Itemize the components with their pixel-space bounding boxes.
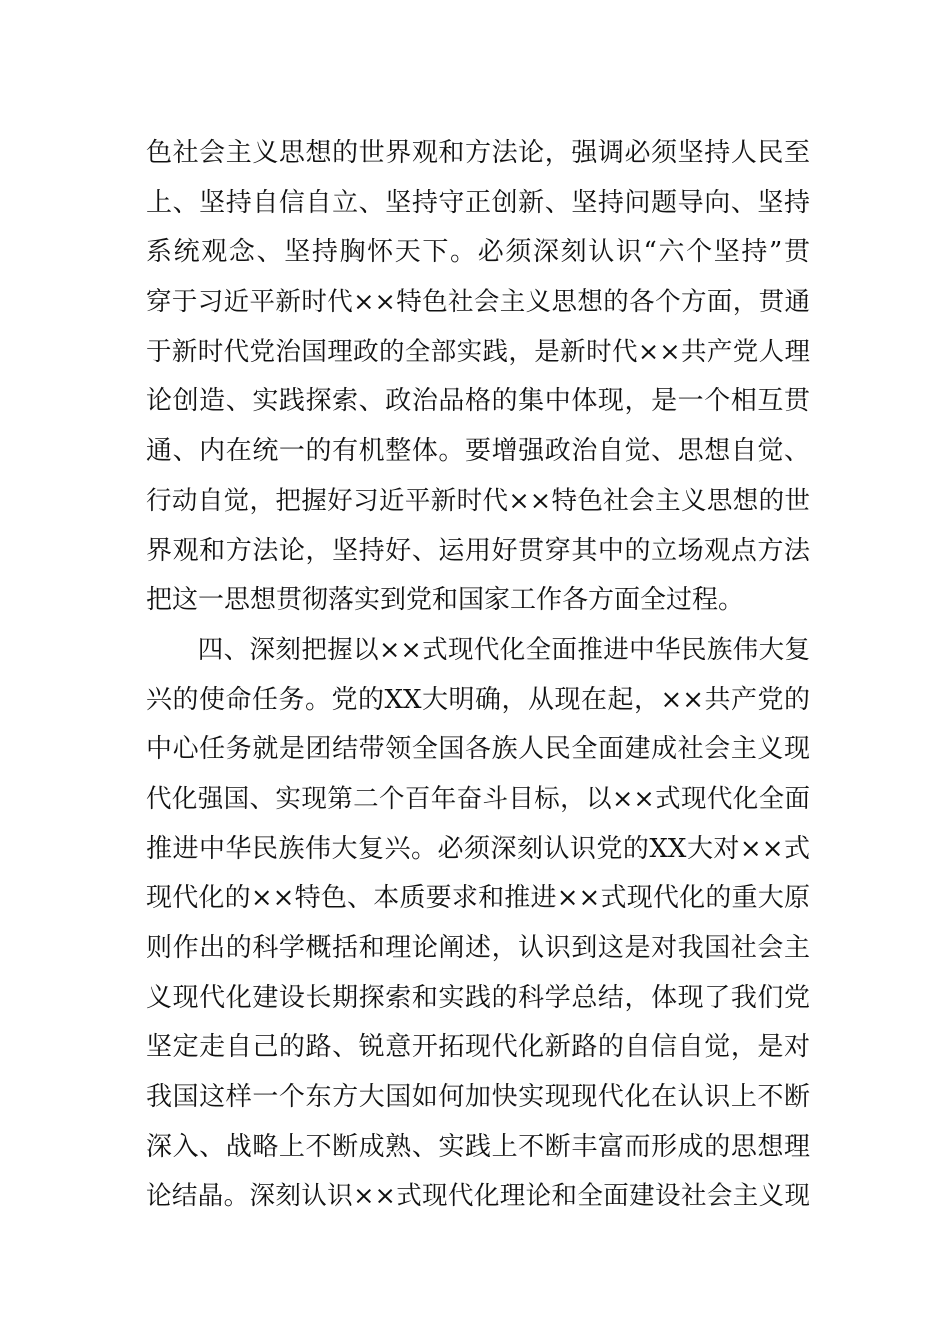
text-line: 系统观念、坚持胸怀天下。必须深刻认识“六个坚持”贯 [146,237,810,268]
text-line: 义现代化建设长期探索和实践的科学总结，体现了我们党 [146,982,810,1013]
text-line: 论创造、实践探索、政治品格的集中体现，是一个相互贯 [146,386,810,417]
text-line: 深入、战略上不断成熟、实践上不断丰富而形成的思想理 [146,1131,810,1162]
text-line: 中心任务就是团结带领全国各族人民全面建成社会主义现 [146,734,810,765]
text-line: 行动自觉，把握好习近平新时代××特色社会主义思想的世 [146,485,810,516]
text-line: 色社会主义思想的世界观和方法论，强调必须坚持人民至 [146,138,810,168]
text-line: 坚定走自己的路、锐意开拓现代化新路的自信自觉，是对 [146,1032,810,1063]
text-line: 通、内在统一的有机整体。要增强政治自觉、思想自觉、 [146,436,810,467]
paragraph-end-line: 把这一思想贯彻落实到党和国家工作各方面全过程。 [146,585,745,616]
text-line: 界观和方法论，坚持好、运用好贯穿其中的立场观点方法 [146,535,810,566]
text-line: 代化强国、实现第二个百年奋斗目标，以××式现代化全面 [146,783,810,814]
body-text [146,129,810,1222]
text-line: 推进中华民族伟大复兴。必须深刻认识党的XX大对××式 [146,833,810,864]
section-heading-line: 四、深刻把握以××式现代化全面推进中华民族伟大复 [146,634,810,665]
text-line: 上、坚持自信自立、坚持守正创新、坚持问题导向、坚持 [146,187,810,218]
text-line: 穿于习近平新时代××特色社会主义思想的各个方面，贯通 [146,287,810,318]
text-line: 兴的使命任务。党的XX大明确，从现在起，××共产党的 [146,684,810,715]
text-line: 现代化的××特色、本质要求和推进××式现代化的重大原 [146,883,810,914]
text-line: 我国这样一个东方大国如何加快实现现代化在认识上不断 [146,1082,810,1113]
text-line: 于新时代党治国理政的全部实践，是新时代××共产党人理 [146,336,810,367]
text-line: 则作出的科学概括和理论阐述，认识到这是对我国社会主 [146,933,810,963]
text-line: 论结晶。深刻认识××式现代化理论和全面建设社会主义现 [146,1181,810,1212]
